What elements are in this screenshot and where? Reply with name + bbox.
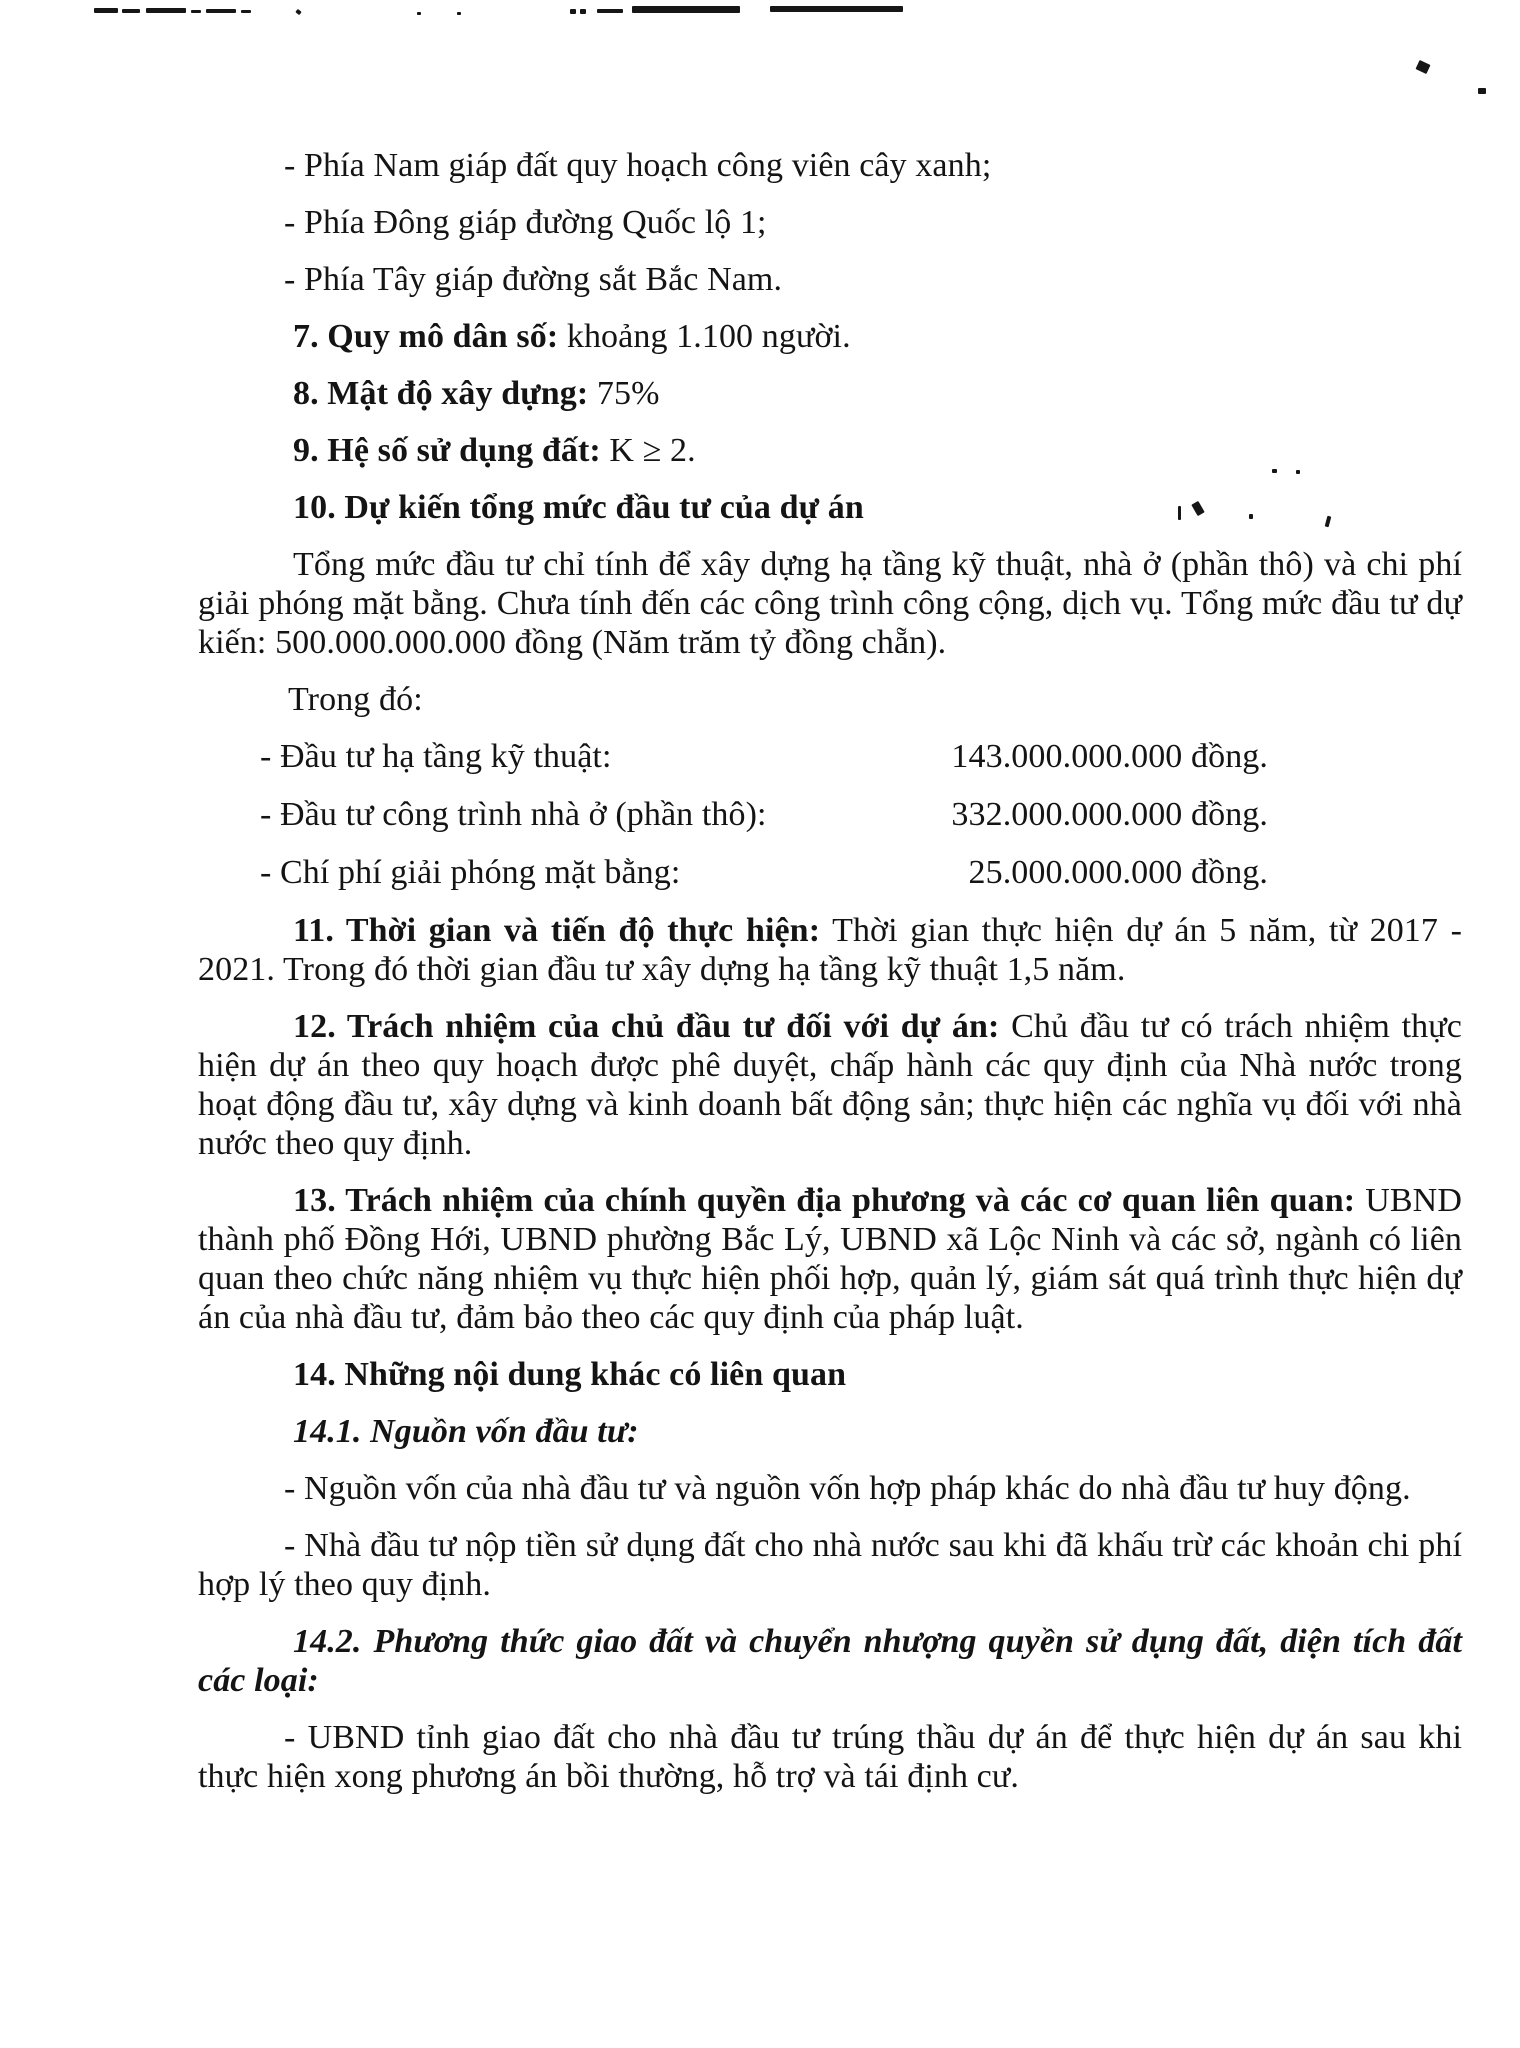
text-run: - Phía Tây giáp đường sắt Bắc Nam. [284, 261, 783, 298]
scan-artifact [295, 9, 301, 15]
text-run: Trong đó: [288, 681, 423, 718]
item-10-breakdown-label [198, 680, 1462, 719]
scan-artifact [580, 9, 586, 14]
amount-value: 25.000.000.000 đồng. [968, 854, 1268, 891]
text-run: 11. Thời gian và tiến độ thực hiện: [293, 912, 821, 949]
text-run: - Đầu tư hạ tầng kỹ thuật: [260, 738, 612, 775]
item-12-investor-responsibility [198, 1007, 1462, 1163]
scan-artifact [1478, 88, 1486, 94]
breakdown-housing-rough-construction [198, 795, 1462, 834]
text-run: 14.2. Phương thức giao đất và chuyển nhượng quyền sử dụng đất, diện tích đất các loại: [198, 1623, 1462, 1699]
scan-artifact [597, 9, 623, 13]
boundary-east [198, 203, 1462, 242]
text-run: - Phía Đông giáp đường Quốc lộ 1; [284, 204, 767, 241]
text-run: - Nhà đầu tư nộp tiền sử dụng đất cho nhà nước sau khi đã khấu trừ các khoản chi phí hợp lý theo quy định. [198, 1527, 1462, 1603]
scan-artifact [457, 12, 461, 15]
text-run: 9. Hệ số sử dụng đất: [293, 432, 601, 469]
text-run: 14.1. Nguồn vốn đầu tư: [293, 1413, 639, 1450]
text-run: 75% [588, 375, 660, 412]
text-run: K ≥ 2. [600, 432, 696, 469]
item-14-heading [198, 1355, 1462, 1394]
item-8-building-density [198, 374, 1462, 413]
breakdown-site-clearance [198, 853, 1462, 892]
text-run: Tổng mức đầu tư chỉ tính để xây dựng hạ tầng kỹ thuật, nhà ở (phần thô) và chi phí giải phóng mặt bằng. Chưa tính đến các công trình công cộng, dịch vụ. Tổng mức đầu tư dự kiến: 500.000.000.000 đồng (Năm trăm tỷ đồng chẵn). [198, 546, 1462, 661]
text-run: - Phía Nam giáp đất quy hoạch công viên cây xanh; [284, 147, 992, 184]
boundary-south [198, 146, 1462, 185]
text-run: khoảng 1.100 người. [558, 318, 851, 355]
scan-artifact [770, 6, 903, 12]
scan-artifact [206, 9, 236, 13]
scan-artifact [632, 6, 740, 13]
land-allocation-method [198, 1718, 1462, 1796]
scan-artifact [94, 8, 118, 13]
funding-land-use-fee [198, 1526, 1462, 1604]
text-run: - Nguồn vốn của nhà đầu tư và nguồn vốn hợp pháp khác do nhà đầu tư huy động. [284, 1470, 1411, 1507]
scan-artifact [1415, 60, 1430, 74]
scan-artifact [191, 10, 201, 13]
boundary-west [198, 260, 1462, 299]
text-run: 12. Trách nhiệm của chủ đầu tư đối với dự án: [293, 1008, 1000, 1045]
funding-source-investor [198, 1469, 1462, 1508]
amount-value: 332.000.000.000 đồng. [951, 796, 1268, 833]
item-7-population [198, 317, 1462, 356]
text-run: 14. Những nội dung khác có liên quan [293, 1356, 847, 1393]
item-9-land-use-ratio [198, 431, 1462, 470]
scan-artifact [570, 9, 576, 14]
text-run: Chủ đầu tư có trách nhiệm thực hiện dự án theo quy hoạch được phê duyệt, chấp hành các quy định của Nhà nước trong hoạt động đầu tư, xây dựng và kinh doanh bất động sản; thực hiện các nghĩa vụ đối với nhà nước theo quy định. [198, 1008, 1462, 1162]
text-run: - Đầu tư công trình nhà ở (phần thô): [260, 796, 767, 833]
item-14-2-heading [198, 1622, 1462, 1700]
item-10-heading [198, 488, 1462, 527]
scan-artifact [146, 8, 186, 13]
text-run: - Chí phí giải phóng mặt bằng: [260, 854, 681, 891]
item-11-schedule [198, 911, 1462, 989]
text-run: 8. Mật độ xây dựng: [293, 375, 589, 412]
item-10-body [198, 545, 1462, 662]
scan-artifact [122, 9, 140, 13]
text-run: UBND thành phố Đồng Hới, UBND phường Bắc Lý, UBND xã Lộc Ninh và các sở, ngành có liên quan theo chức năng nhiệm vụ thực hiện phối hợp, quản lý, giám sát quá trình thực hiện dự án của nhà đầu tư, đảm bảo theo các quy định của pháp luật. [198, 1182, 1462, 1336]
amount-value: 143.000.000.000 đồng. [951, 738, 1268, 775]
document-body [198, 146, 1462, 1814]
scan-artifact [241, 10, 251, 13]
text-run: Thời gian thực hiện dự án 5 năm, từ 2017 - 2021. Trong đó thời gian đầu tư xây dựng hạ tầng kỹ thuật 1,5 năm. [198, 912, 1462, 988]
scan-artifact [417, 12, 421, 15]
text-run: 13. Trách nhiệm của chính quyền địa phương và các cơ quan liên quan: [293, 1182, 1356, 1219]
text-run: - UBND tỉnh giao đất cho nhà đầu tư trúng thầu dự án để thực hiện dự án sau khi thực hiện xong phương án bồi thường, hỗ trợ và tái định cư. [198, 1719, 1462, 1795]
item-13-local-authority-responsibility [198, 1181, 1462, 1337]
text-run: 10. Dự kiến tổng mức đầu tư của dự án [293, 489, 864, 526]
text-run: 7. Quy mô dân số: [293, 318, 559, 355]
breakdown-infrastructure [198, 737, 1462, 776]
item-14-1-heading [198, 1412, 1462, 1451]
